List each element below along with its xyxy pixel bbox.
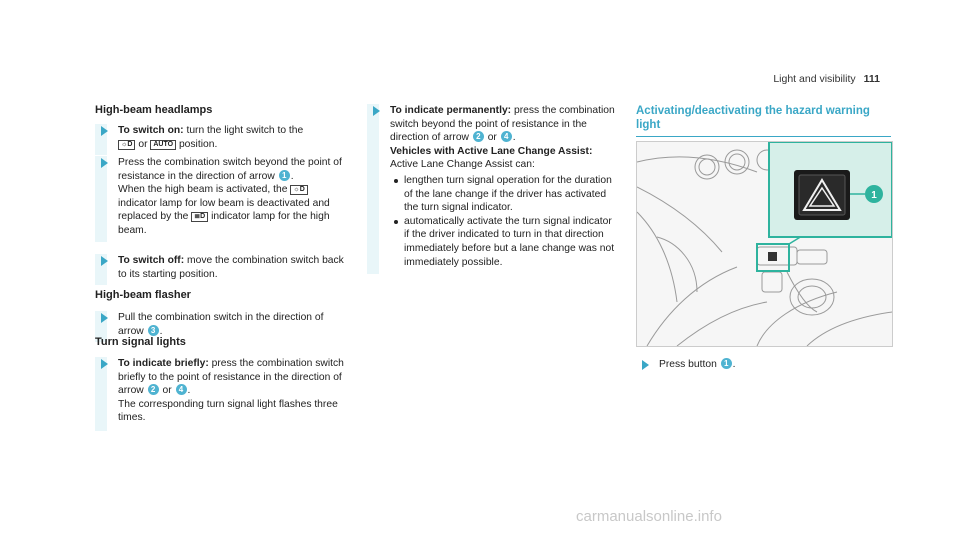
heading-high-beam: High-beam headlamps xyxy=(95,104,213,116)
running-header xyxy=(773,73,880,85)
subheading-lane-change: Vehicles with Active Lane Change Assist: xyxy=(390,145,593,157)
callout-number: 1 xyxy=(721,358,732,369)
list-item: automatically activate the turn signal indicator if the driver indicated to turn in that direction immediately before but a lane change was not immediately possible. xyxy=(404,215,619,269)
step-flasher xyxy=(95,311,345,338)
step-text: or xyxy=(159,385,175,397)
heading-flasher: High-beam flasher xyxy=(95,289,191,301)
step-arrow-icon xyxy=(101,313,108,323)
callout-number: 2 xyxy=(473,131,484,142)
step-text: turn the light switch to the xyxy=(183,125,304,136)
figure-callout: 1 xyxy=(871,190,877,201)
step-text: Pull the combination switch in the direction of arrow xyxy=(118,312,324,337)
step-label: To switch on: xyxy=(118,125,184,136)
step-bar xyxy=(367,104,379,274)
step-text: Active Lane Change Assist can: xyxy=(390,159,535,171)
watermark: carmanualsonline.info xyxy=(576,508,722,525)
step-arrow-icon xyxy=(101,158,108,168)
callout-number: 1 xyxy=(279,170,290,181)
step-bar xyxy=(95,156,107,242)
low-beam-icon: ☼D xyxy=(118,140,135,150)
step-indicate-permanently xyxy=(367,104,619,269)
hazard-button-figure xyxy=(636,141,893,347)
callout-number: 4 xyxy=(176,384,187,395)
step-switch-on xyxy=(95,124,345,151)
step-text: or xyxy=(135,138,151,150)
callout-number: 4 xyxy=(501,131,512,142)
step-switch-off xyxy=(95,254,345,281)
step-text: or xyxy=(484,132,500,144)
step-text: . xyxy=(187,385,191,397)
console-illustration xyxy=(637,142,892,346)
step-text: press the combination switch briefly to the point of resistance in the direction of arrow xyxy=(118,358,344,397)
step-label: To indicate permanently: xyxy=(390,105,512,116)
step-press-button xyxy=(636,358,836,372)
low-beam-icon: ☼D xyxy=(290,185,307,195)
list-item: lengthen turn signal operation for the duration of the lane change if the driver has activated the turn signal indicator. xyxy=(404,174,619,215)
step-indicate-briefly xyxy=(95,357,345,425)
auto-light-icon: AUTO xyxy=(150,140,176,150)
step-arrow-icon xyxy=(101,256,108,266)
step-text: move the combination switch back to its starting position. xyxy=(118,255,344,280)
step-label: To indicate briefly: xyxy=(118,358,209,369)
step-text: indicator lamp for low beam is deactivated and replaced by the xyxy=(118,197,330,223)
page-number: 111 xyxy=(863,73,880,85)
high-beam-icon: ≣D xyxy=(191,212,208,222)
step-text: . xyxy=(290,170,294,182)
step-label: To switch off: xyxy=(118,255,185,266)
step-text: indicator lamp for the high beam. xyxy=(118,211,330,236)
section-name: Light and visibility xyxy=(773,73,856,85)
step-text: . xyxy=(732,359,736,370)
step-text: . xyxy=(512,132,516,144)
feature-list xyxy=(390,174,619,269)
section-title: Activating/deactivating the hazard warning light xyxy=(636,104,891,137)
step-text: position. xyxy=(176,138,218,150)
step-text: The corresponding turn signal light flashes three times. xyxy=(118,398,338,424)
step-arrow-icon xyxy=(642,360,649,370)
step-arrow-icon xyxy=(101,126,108,136)
callout-number: 3 xyxy=(148,325,159,336)
step-text: press the combination switch beyond the point of resistance in the direction of arrow xyxy=(390,105,615,144)
heading-turn-signal: Turn signal lights xyxy=(95,336,186,348)
step-text: When the high beam is activated, the xyxy=(118,184,291,196)
step-high-beam-on xyxy=(95,156,345,238)
step-text: Press button xyxy=(659,359,720,370)
callout-number: 2 xyxy=(148,384,159,395)
step-arrow-icon xyxy=(101,359,108,369)
step-text: . xyxy=(159,325,163,337)
step-arrow-icon xyxy=(373,106,380,116)
step-text: Press the combination switch beyond the point of resistance in the direction of arrow xyxy=(118,157,342,182)
